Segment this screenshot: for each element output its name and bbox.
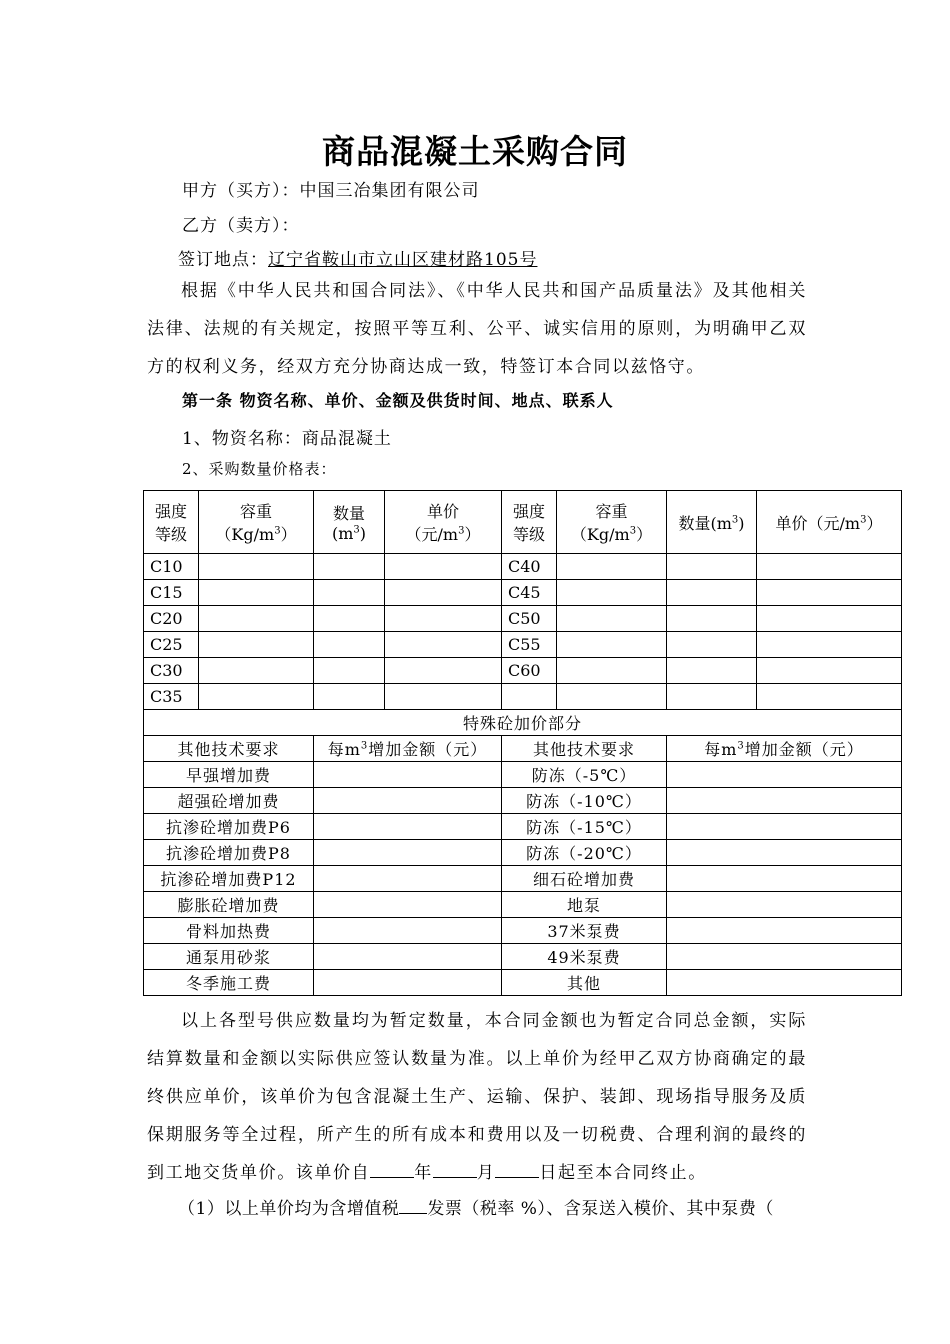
header-qty-right	[667, 491, 757, 554]
header-price-unit: （元/m	[405, 525, 459, 544]
special-row	[144, 892, 902, 918]
year-label: 年	[414, 1163, 433, 1183]
special-left-item: 膨胀砼增加费	[144, 892, 314, 918]
special-left-item: 早强增加费	[144, 762, 314, 788]
paren: ）	[280, 525, 297, 544]
party-b: 乙方（卖方）：	[182, 216, 300, 236]
sup: 3	[860, 514, 867, 526]
special-right-item: 防冻（-10℃）	[502, 788, 667, 814]
special-header-amount-right	[667, 736, 902, 762]
special-row	[144, 814, 902, 840]
tax-clause	[178, 1194, 774, 1219]
header-density-right	[557, 491, 667, 554]
header-grade: 强度等级	[144, 491, 199, 554]
table-row	[144, 684, 902, 710]
sup: 3	[353, 524, 360, 536]
paren: ）	[464, 525, 481, 544]
paren: ）	[636, 525, 653, 544]
special-right-item: 防冻（-15℃）	[502, 814, 667, 840]
item-2: 2、采购数量价格表：	[182, 460, 337, 478]
special-right-item: 细石砼增加费	[502, 866, 667, 892]
special-right-item: 防冻（-5℃）	[502, 762, 667, 788]
header-grade-right: 强度等级	[502, 491, 557, 554]
header-qty-label: 数量	[332, 504, 365, 523]
amount-post: 增加金额（元）	[744, 740, 864, 759]
special-header-row	[144, 736, 902, 762]
sup: 3	[629, 525, 637, 537]
grade-cell: C45	[502, 580, 557, 606]
price-table	[143, 490, 902, 996]
header-price-label: 单价	[426, 502, 459, 521]
header-density-unit: （Kg/m	[570, 525, 630, 544]
pricing-end: 日起至本合同终止。	[539, 1163, 707, 1183]
special-right-item: 防冻（-20℃）	[502, 840, 667, 866]
grade-cell: C60	[502, 658, 557, 684]
header-density-unit: （Kg/m	[215, 525, 275, 544]
sign-place-value: 辽宁省鞍山市立山区建材路105号	[268, 250, 538, 270]
grade-cell: C25	[144, 632, 199, 658]
special-left-item: 抗渗砼增加费P8	[144, 840, 314, 866]
grade-cell: C55	[502, 632, 557, 658]
amount-pre: 每m	[327, 740, 361, 759]
table-row	[144, 580, 902, 606]
sup: 3	[737, 740, 745, 752]
special-left-item: 抗渗砼增加费P6	[144, 814, 314, 840]
tax-clause-a: （1）以上单价均为含增值税	[178, 1199, 400, 1219]
sup: 3	[360, 740, 369, 752]
special-section-title: 特殊砼加价部分	[144, 710, 902, 736]
tax-clause-b: 发票（税率 %）、含泵送入模价、其中泵费（	[427, 1199, 774, 1219]
special-row	[144, 944, 902, 970]
table-row	[144, 658, 902, 684]
special-row	[144, 970, 902, 996]
header-density-label: 容重	[239, 502, 272, 521]
header-qty-right-label: 数量(m	[678, 513, 732, 533]
table-row	[144, 632, 902, 658]
header-qty	[314, 491, 385, 554]
special-row	[144, 788, 902, 814]
sup: 3	[731, 514, 739, 526]
blank-month[interactable]	[433, 1161, 477, 1178]
table-row	[144, 606, 902, 632]
special-right-item: 地泵	[502, 892, 667, 918]
pricing-text: 以上各型号供应数量均为暂定数量，本合同金额也为暂定合同总金额，实际结算数量和金额以实际供应签认数量为准。以上单价为经甲乙双方协商确定的最终供应单价，该单价为包含混凝土生产、运输、保护、装卸、现场指导服务及质保期服务等全过程，所产生的所有成本和费用以及一切税费、合理利润的最终的到工地交货单价。该单价自	[147, 1011, 807, 1183]
paren: )	[359, 524, 367, 543]
grade-cell: C15	[144, 580, 199, 606]
header-price-right	[757, 491, 902, 554]
grade-cell: C35	[144, 684, 199, 710]
special-row	[144, 762, 902, 788]
header-density-label: 容重	[595, 502, 628, 521]
blank-invoice-type[interactable]	[399, 1197, 427, 1214]
grade-cell: C10	[144, 554, 199, 580]
article-1-heading: 第一条 物资名称、单价、金额及供货时间、地点、联系人	[182, 391, 614, 410]
special-right-item: 37米泵费	[502, 918, 667, 944]
special-left-item: 骨料加热费	[144, 918, 314, 944]
grade-cell: C40	[502, 554, 557, 580]
amount-pre: 每m	[704, 740, 738, 759]
document-title: 商品混凝土采购合同	[322, 132, 628, 171]
special-title-row	[144, 710, 902, 736]
header-price-right-label: 单价（元/m	[775, 513, 861, 533]
special-row	[144, 918, 902, 944]
header-density	[199, 491, 314, 554]
header-qty-unit: (m	[331, 524, 354, 543]
month-label: 月	[476, 1163, 496, 1183]
party-a: 甲方（买方）：中国三冶集团有限公司	[182, 181, 480, 201]
special-header-tech-right: 其他技术要求	[502, 736, 667, 762]
amount-post: 增加金额（元）	[368, 740, 488, 759]
special-row	[144, 866, 902, 892]
special-left-item: 冬季施工费	[144, 970, 314, 996]
special-left-item: 通泵用砂浆	[144, 944, 314, 970]
special-right-item: 49米泵费	[502, 944, 667, 970]
sup: 3	[458, 525, 465, 537]
pricing-paragraph	[147, 1002, 807, 1192]
blank-day[interactable]	[495, 1161, 539, 1178]
sign-place	[178, 245, 537, 270]
special-header-tech-left: 其他技术要求	[144, 736, 314, 762]
sign-place-label: 签订地点：	[178, 250, 268, 270]
special-left-item: 超强砼增加费	[144, 788, 314, 814]
special-header-amount-left	[314, 736, 502, 762]
sup: 3	[274, 525, 281, 537]
paren: ）	[866, 513, 883, 533]
paren: )	[738, 513, 745, 533]
blank-year[interactable]	[370, 1161, 414, 1178]
table-header-row	[144, 491, 902, 554]
intro-paragraph: 根据《中华人民共和国合同法》、《中华人民共和国产品质量法》及其他相关法律、法规的有关规定，按照平等互利、公平、诚实信用的原则，为明确甲乙双方的权利义务，经双方充分协商达成一致，特签订本合同以兹恪守。	[147, 281, 807, 377]
grade-cell: C30	[144, 658, 199, 684]
special-left-item: 抗渗砼增加费P12	[144, 866, 314, 892]
special-row	[144, 840, 902, 866]
grade-cell: C20	[144, 606, 199, 632]
table-row	[144, 554, 902, 580]
special-right-item: 其他	[502, 970, 667, 996]
grade-cell: C50	[502, 606, 557, 632]
item-1: 1、物资名称：商品混凝土	[182, 429, 392, 449]
header-price	[385, 491, 502, 554]
